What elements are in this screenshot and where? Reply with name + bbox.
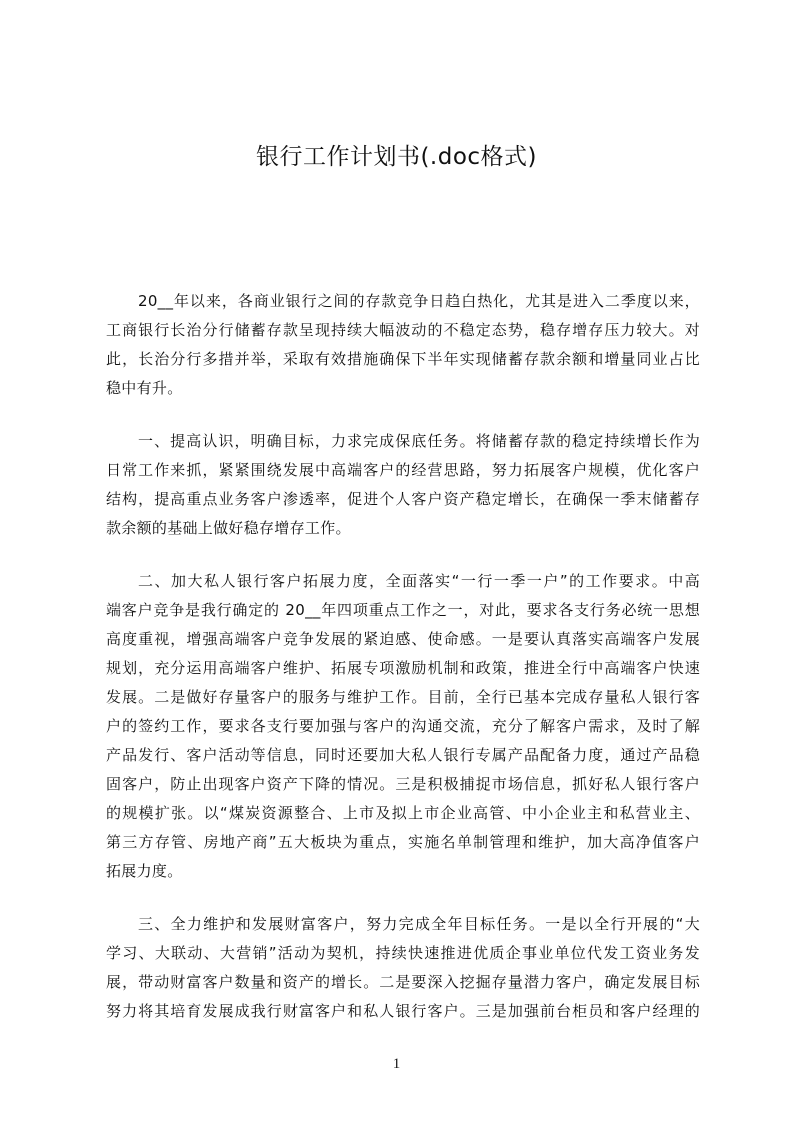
paragraph-line: 一、提高认识，明确目标，力求完成保底任务。将储蓄存款的稳定持续增长作为 <box>138 432 700 450</box>
paragraph-line: 发展。二是做好存量客户的服务与维护工作。目前，全行已基本完成存量私人银行客 <box>106 688 700 706</box>
paragraph-line: 第三方存管、房地产商”五大板块为重点，实施名单制管理和维护，加大高净值客户 <box>106 833 700 851</box>
paragraph-line: 此，长治分行多措并举，采取有效措施确保下半年实现储蓄存款余额和增量同业占比 <box>106 350 700 368</box>
paragraph-line: 端客户竞争是我行确定的 20__年四项重点工作之一，对此，要求各支行务必统一思想 <box>106 601 700 619</box>
paragraph <box>106 427 700 543</box>
paragraph-line: 二、加大私人银行客户拓展力度，全面落实“一行一季一户”的工作要求。中高 <box>138 572 700 590</box>
document-body <box>106 287 700 1050</box>
paragraph-line: 三、全力维护和发展财富客户，努力完成全年目标任务。一是以全行开展的“大 <box>138 915 700 933</box>
paragraph-line: 学习、大联动、大营销”活动为契机，持续快速推进优质企事业单位代发工资业务发 <box>106 944 700 962</box>
paragraph-line: 高度重视，增强高端客户竞争发展的紧迫感、使命感。一是要认真落实高端客户发展 <box>106 630 700 648</box>
page-number: 1 <box>392 1056 401 1072</box>
paragraph-line: 努力将其培育发展成我行财富客户和私人银行客户。三是加强前台柜员和客户经理的 <box>106 1002 700 1020</box>
paragraph-line: 规划，充分运用高端客户维护、拓展专项激励机制和政策，推进全行中高端客户快速 <box>106 659 700 677</box>
paragraph <box>106 287 700 403</box>
paragraph-line: 展，带动财富客户数量和资产的增长。二是要深入挖掘存量潜力客户，确定发展目标 <box>106 973 700 991</box>
paragraph <box>106 910 700 1026</box>
paragraph-line: 稳中有升。 <box>106 379 183 397</box>
paragraph-line: 产品发行、客户活动等信息，同时还要加大私人银行专属产品配备力度，通过产品稳 <box>106 746 700 764</box>
paragraph-line: 的规模扩张。以“煤炭资源整合、上市及拟上市企业高管、中小企业主和私营业主、 <box>106 804 700 822</box>
paragraph-line: 日常工作来抓，紧紧围绕发展中高端客户的经营思路，努力拓展客户规模，优化客户 <box>106 461 700 479</box>
paragraph-line: 款余额的基础上做好稳存增存工作。 <box>106 519 351 537</box>
paragraph-line: 拓展力度。 <box>106 862 183 880</box>
paragraph-line: 户的签约工作，要求各支行要加强与客户的沟通交流，充分了解客户需求，及时了解 <box>106 717 700 735</box>
paragraph-line: 工商银行长治分行储蓄存款呈现持续大幅波动的不稳定态势，稳存增存压力较大。对 <box>106 321 700 339</box>
paragraph-line: 结构，提高重点业务客户渗透率，促进个人客户资产稳定增长，在确保一季末储蓄存 <box>106 490 700 508</box>
paragraph-line: 20__年以来，各商业银行之间的存款竞争日趋白热化，尤其是进入二季度以来， <box>138 292 700 310</box>
paragraph <box>106 567 700 886</box>
paragraph-line: 固客户，防止出现客户资产下降的情况。三是积极捕捉市场信息，抓好私人银行客户 <box>106 775 700 793</box>
document-title: 银行工作计划书(.doc格式) <box>255 144 538 170</box>
